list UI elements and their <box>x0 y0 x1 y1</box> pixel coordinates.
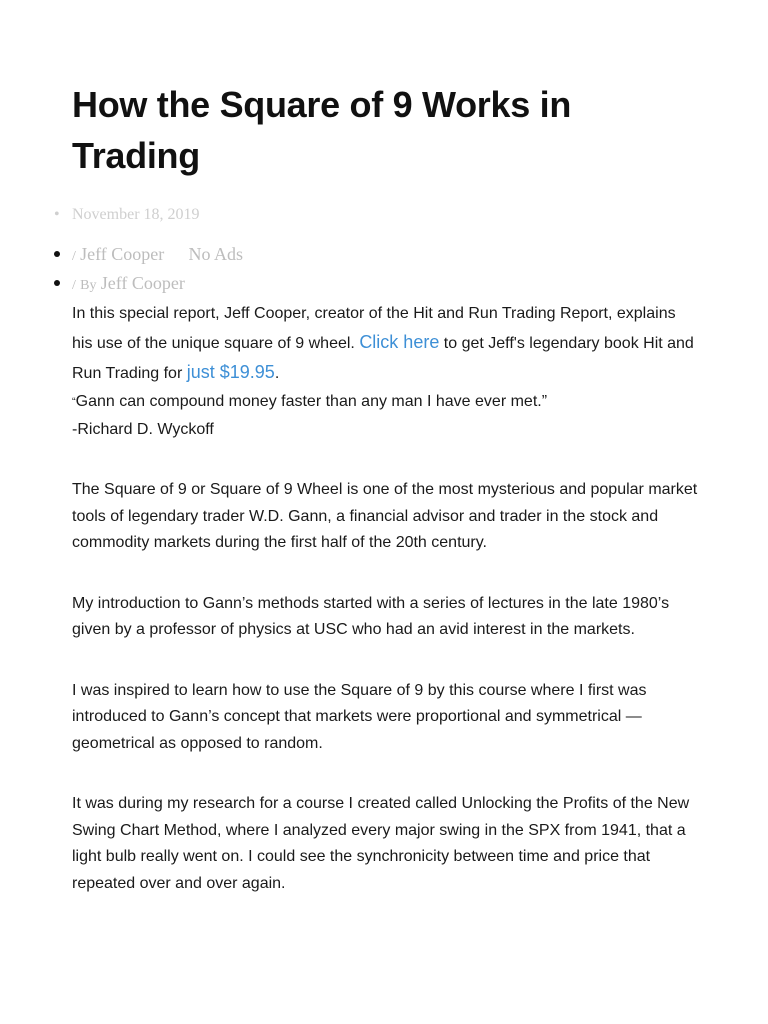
byline-item <box>72 270 698 299</box>
intro-text-2: to get Jeff's legendary book Hit and Run Trading for <box>72 335 694 382</box>
article-title: How the Square of 9 Works in Trading <box>72 84 572 176</box>
body-paragraph: My introduction to Gann’s methods started with a series of lectures in the late 1980’s given by a professor of physics at USC who had an avid interest in the markets. <box>72 594 670 638</box>
author-link[interactable]: Jeff Cooper <box>80 244 165 264</box>
byline-author[interactable]: Jeff Cooper <box>100 273 185 293</box>
meta-separator: / <box>72 249 76 264</box>
quote-open-mark: “ <box>72 396 76 408</box>
body-paragraph: I was inspired to learn how to use the Square of 9 by this course where I first was introduced to Gann’s concept that markets were proportional and symmetrical — geometrical as opposed to random. <box>72 681 647 752</box>
intro-paragraph <box>72 299 698 388</box>
date-list <box>72 198 698 232</box>
quote-text: Gann can compound money faster than any man I have ever met.” <box>75 393 548 410</box>
no-ads-tag[interactable]: No Ads <box>188 244 244 264</box>
quote-attribution: -Richard D. Wyckoff <box>72 421 214 438</box>
click-here-link[interactable]: Click here <box>359 332 440 352</box>
publish-date: • November 18, 2019 <box>72 198 698 232</box>
intro-text-1: In this special report, Jeff Cooper, creator of the Hit and Run Trading Report, explains his use of the unique square of 9 wheel. <box>72 305 676 352</box>
meta-separator: / <box>72 278 76 293</box>
intro-text-3: . <box>274 365 280 382</box>
byline-label: By <box>80 278 97 293</box>
price-link[interactable]: just $19.95 <box>186 362 275 382</box>
body-paragraph: It was during my research for a course I created called Unlocking the Profits of the New Swing Chart Method, where I analyzed every major swing in the SPX from 1941, that a light bulb really went on. I could see the synchronicity between time and price that repeated over and over again. <box>72 795 690 892</box>
article-body <box>72 299 698 897</box>
author-meta-item <box>72 241 698 270</box>
body-paragraph: The Square of 9 or Square of 9 Wheel is one of the most mysterious and popular market tools of legendary trader W.D. Gann, a financial advisor and trader in the stock and commodity markets during the first half of the 20th century. <box>72 481 698 551</box>
author-meta-list <box>72 241 698 299</box>
gann-quote <box>72 388 698 416</box>
